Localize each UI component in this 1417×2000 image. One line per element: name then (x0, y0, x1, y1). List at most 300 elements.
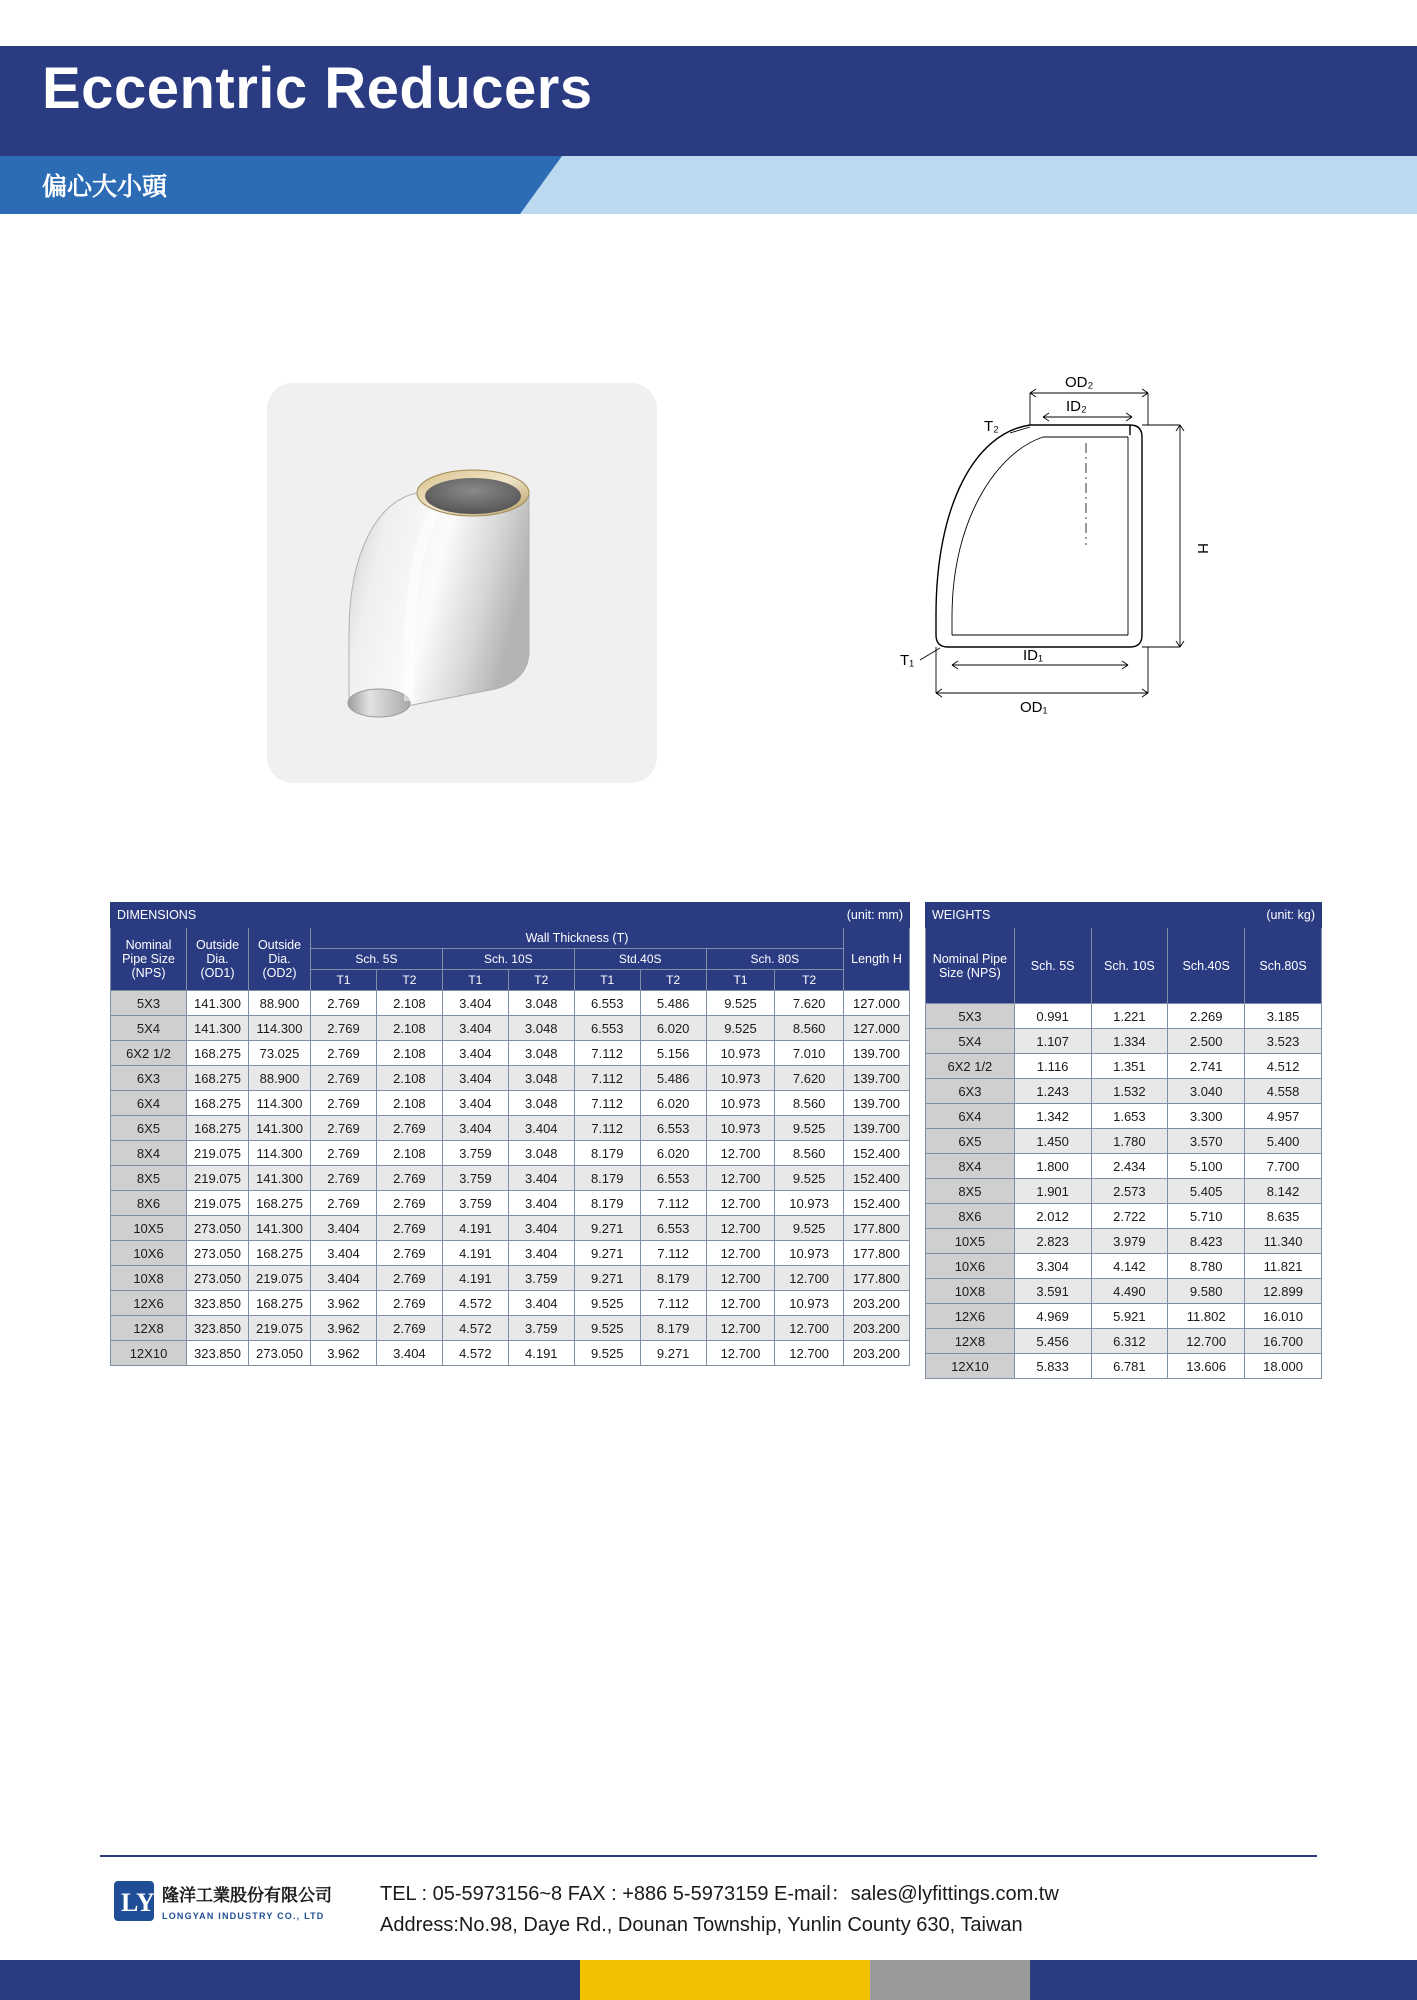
weights-cell-s10: 1.653 (1091, 1104, 1168, 1129)
table-cell-s5t2: 2.769 (376, 1291, 442, 1316)
weights-cell-s5: 1.450 (1014, 1129, 1091, 1154)
table-cell-s5t2: 3.404 (376, 1341, 442, 1366)
weights-cell-s10: 2.722 (1091, 1204, 1168, 1229)
table-cell-s40t2: 7.112 (640, 1291, 706, 1316)
weights-cell-s10: 2.434 (1091, 1154, 1168, 1179)
weights-cell-s10: 2.573 (1091, 1179, 1168, 1204)
weights-cell-s10: 6.312 (1091, 1329, 1168, 1354)
table-cell-s5t1: 3.962 (311, 1316, 377, 1341)
table-cell-nps: 6X2 1/2 (111, 1041, 187, 1066)
footer-divider (100, 1855, 1317, 1857)
weights-cell-s80: 4.957 (1245, 1104, 1322, 1129)
table-cell-s40t1: 8.179 (574, 1166, 640, 1191)
weights-cell-s80: 4.558 (1245, 1079, 1322, 1104)
col-s5-t2: T2 (376, 970, 442, 991)
footer-bar-navy-right (1030, 1960, 1417, 2000)
col-od2: Outside Dia. (OD2) (249, 928, 311, 991)
table-cell-s40t2: 9.271 (640, 1341, 706, 1366)
table-row (111, 1066, 910, 1091)
table-row (926, 1354, 1322, 1379)
weights-cell-nps: 8X4 (926, 1154, 1015, 1179)
table-cell-s80t2: 12.700 (775, 1266, 844, 1291)
dimensions-unit: (unit: mm) (508, 903, 909, 928)
dimensions-header-row-1 (111, 928, 910, 949)
table-cell-od1: 273.050 (187, 1241, 249, 1266)
table-cell-s40t2: 7.112 (640, 1191, 706, 1216)
label-t1: T₁ (900, 652, 915, 669)
table-cell-s40t1: 7.112 (574, 1041, 640, 1066)
table-cell-od2: 273.050 (249, 1341, 311, 1366)
table-cell-s40t2: 7.112 (640, 1241, 706, 1266)
table-cell-s80t2: 9.525 (775, 1216, 844, 1241)
table-cell-od2: 219.075 (249, 1316, 311, 1341)
weights-cell-s80: 16.010 (1245, 1304, 1322, 1329)
table-cell-od2: 114.300 (249, 1141, 311, 1166)
table-cell-s10t2: 3.404 (508, 1191, 574, 1216)
table-cell-od1: 323.850 (187, 1316, 249, 1341)
table-cell-s40t2: 6.553 (640, 1216, 706, 1241)
weights-cell-s40: 2.500 (1168, 1029, 1245, 1054)
weights-cell-s10: 5.921 (1091, 1304, 1168, 1329)
weights-cell-s5: 1.901 (1014, 1179, 1091, 1204)
table-cell-od1: 219.075 (187, 1166, 249, 1191)
weights-table-wrapper (925, 902, 1322, 1379)
table-row (111, 1116, 910, 1141)
table-cell-s5t1: 2.769 (311, 1166, 377, 1191)
weights-header-row (926, 928, 1322, 1004)
weights-cell-s5: 0.991 (1014, 1004, 1091, 1029)
table-cell-nps: 8X4 (111, 1141, 187, 1166)
weights-title-row (926, 903, 1322, 928)
table-row (111, 1016, 910, 1041)
eccentric-reducer-photo (267, 383, 657, 783)
weights-unit: (unit: kg) (1091, 903, 1321, 928)
table-cell-s40t1: 9.271 (574, 1216, 640, 1241)
table-cell-s5t2: 2.769 (376, 1166, 442, 1191)
table-cell-s5t2: 2.108 (376, 1141, 442, 1166)
weights-cell-nps: 12X6 (926, 1304, 1015, 1329)
table-cell-h: 127.000 (844, 991, 910, 1016)
label-t2: T₂ (984, 418, 999, 435)
weights-cell-s10: 4.142 (1091, 1254, 1168, 1279)
table-cell-od2: 73.025 (249, 1041, 311, 1066)
table-cell-s10t1: 3.404 (442, 1066, 508, 1091)
table-cell-s10t1: 3.759 (442, 1141, 508, 1166)
table-cell-s40t1: 7.112 (574, 1066, 640, 1091)
table-cell-s5t1: 2.769 (311, 991, 377, 1016)
col-s80-t1: T1 (706, 970, 775, 991)
table-cell-s80t1: 10.973 (706, 1041, 775, 1066)
table-cell-h: 139.700 (844, 1041, 910, 1066)
table-cell-s10t2: 3.048 (508, 991, 574, 1016)
weights-cell-s10: 1.780 (1091, 1129, 1168, 1154)
table-cell-s5t2: 2.769 (376, 1241, 442, 1266)
table-cell-od2: 114.300 (249, 1091, 311, 1116)
table-cell-s10t2: 3.048 (508, 1066, 574, 1091)
table-cell-s5t1: 2.769 (311, 1016, 377, 1041)
page-footer (100, 1865, 1320, 1955)
table-cell-s5t1: 3.962 (311, 1341, 377, 1366)
table-cell-s80t1: 9.525 (706, 991, 775, 1016)
table-cell-s80t1: 12.700 (706, 1316, 775, 1341)
table-cell-s80t1: 12.700 (706, 1216, 775, 1241)
svg-text:LONGYAN INDUSTRY CO., LTD: LONGYAN INDUSTRY CO., LTD (162, 1911, 325, 1921)
weights-cell-s40: 3.570 (1168, 1129, 1245, 1154)
table-cell-s10t1: 4.572 (442, 1291, 508, 1316)
col-s5-t1: T1 (311, 970, 377, 991)
table-cell-s80t2: 7.010 (775, 1041, 844, 1066)
table-row (926, 1154, 1322, 1179)
table-row (926, 1254, 1322, 1279)
table-cell-s80t2: 9.525 (775, 1116, 844, 1141)
dimensions-table-body (111, 991, 910, 1366)
dimensions-table-wrapper (110, 902, 910, 1366)
table-cell-s80t2: 8.560 (775, 1016, 844, 1041)
table-cell-s80t2: 10.973 (775, 1191, 844, 1216)
table-row (111, 1266, 910, 1291)
weights-cell-nps: 6X3 (926, 1079, 1015, 1104)
table-cell-s5t2: 2.108 (376, 1016, 442, 1041)
table-row (111, 1041, 910, 1066)
table-cell-s80t2: 8.560 (775, 1091, 844, 1116)
col-sch10s: Sch. 10S (442, 949, 574, 970)
table-cell-s5t2: 2.108 (376, 1091, 442, 1116)
weights-cell-s5: 4.969 (1014, 1304, 1091, 1329)
table-row (111, 1241, 910, 1266)
table-cell-nps: 10X5 (111, 1216, 187, 1241)
table-cell-s10t2: 3.404 (508, 1166, 574, 1191)
table-cell-s80t1: 12.700 (706, 1266, 775, 1291)
col-s10-t2: T2 (508, 970, 574, 991)
table-cell-s10t2: 3.404 (508, 1241, 574, 1266)
table-cell-nps: 8X5 (111, 1166, 187, 1191)
table-cell-h: 152.400 (844, 1166, 910, 1191)
weights-cell-s10: 3.979 (1091, 1229, 1168, 1254)
table-cell-s80t1: 10.973 (706, 1116, 775, 1141)
col-std40s: Std.40S (574, 949, 706, 970)
table-cell-s80t2: 8.560 (775, 1141, 844, 1166)
table-cell-s5t2: 2.108 (376, 1041, 442, 1066)
weights-cell-s80: 8.635 (1245, 1204, 1322, 1229)
weights-cell-s40: 8.423 (1168, 1229, 1245, 1254)
col-s80-t2: T2 (775, 970, 844, 991)
eccentric-reducer-diagram (880, 365, 1300, 785)
table-cell-s10t1: 4.191 (442, 1266, 508, 1291)
table-row (926, 1104, 1322, 1129)
table-cell-od2: 114.300 (249, 1016, 311, 1041)
weights-title: WEIGHTS (926, 903, 1092, 928)
table-cell-s10t1: 4.572 (442, 1316, 508, 1341)
table-cell-s10t2: 3.759 (508, 1266, 574, 1291)
table-cell-s5t1: 3.404 (311, 1241, 377, 1266)
page-title: Eccentric Reducers (42, 56, 593, 121)
weights-cell-nps: 5X4 (926, 1029, 1015, 1054)
weights-cell-s5: 1.107 (1014, 1029, 1091, 1054)
weights-cell-nps: 10X6 (926, 1254, 1015, 1279)
weights-cell-nps: 6X5 (926, 1129, 1015, 1154)
label-id1: ID₁ (1023, 647, 1044, 664)
table-cell-od1: 168.275 (187, 1041, 249, 1066)
weights-cell-nps: 10X5 (926, 1229, 1015, 1254)
table-row (926, 1329, 1322, 1354)
table-cell-od1: 168.275 (187, 1116, 249, 1141)
col-sch5s: Sch. 5S (311, 949, 443, 970)
weights-cell-nps: 12X10 (926, 1354, 1015, 1379)
dimensions-title-row (111, 903, 910, 928)
table-cell-s40t2: 6.553 (640, 1166, 706, 1191)
table-cell-h: 177.800 (844, 1266, 910, 1291)
table-cell-nps: 8X6 (111, 1191, 187, 1216)
page-subtitle: 偏心大小頭 (42, 172, 168, 201)
col-s40-t1: T1 (574, 970, 640, 991)
table-row (926, 1079, 1322, 1104)
weights-cell-s80: 16.700 (1245, 1329, 1322, 1354)
weights-cell-s5: 2.823 (1014, 1229, 1091, 1254)
weights-cell-s40: 12.700 (1168, 1329, 1245, 1354)
weights-cell-s40: 5.710 (1168, 1204, 1245, 1229)
table-cell-nps: 6X4 (111, 1091, 187, 1116)
table-cell-nps: 6X3 (111, 1066, 187, 1091)
col-s10-t1: T1 (442, 970, 508, 991)
table-cell-s10t1: 3.759 (442, 1191, 508, 1216)
table-cell-h: 203.200 (844, 1291, 910, 1316)
table-row (111, 1341, 910, 1366)
dimensions-title: DIMENSIONS (111, 903, 509, 928)
footer-line-1: TEL : 05-5973156~8 FAX : +886 5-5973159 E-mail：sales@lyfittings.com.tw (380, 1883, 1059, 1905)
table-cell-od2: 88.900 (249, 991, 311, 1016)
col-s40-t2: T2 (640, 970, 706, 991)
table-cell-nps: 12X10 (111, 1341, 187, 1366)
label-od2: OD₂ (1065, 374, 1094, 391)
table-cell-od2: 141.300 (249, 1216, 311, 1241)
table-cell-s40t1: 9.525 (574, 1316, 640, 1341)
table-cell-s40t1: 9.271 (574, 1266, 640, 1291)
table-cell-s80t1: 12.700 (706, 1141, 775, 1166)
table-cell-od1: 168.275 (187, 1091, 249, 1116)
table-cell-s10t1: 4.191 (442, 1241, 508, 1266)
table-cell-nps: 10X8 (111, 1266, 187, 1291)
product-photo-card (267, 383, 657, 783)
table-row (111, 1316, 910, 1341)
table-cell-s10t1: 3.759 (442, 1166, 508, 1191)
table-cell-s80t1: 10.973 (706, 1066, 775, 1091)
table-cell-s10t1: 3.404 (442, 1041, 508, 1066)
table-cell-s40t2: 8.179 (640, 1316, 706, 1341)
table-cell-od2: 168.275 (249, 1241, 311, 1266)
table-cell-s40t1: 7.112 (574, 1116, 640, 1141)
weights-cell-s40: 11.802 (1168, 1304, 1245, 1329)
weights-cell-s80: 5.400 (1245, 1129, 1322, 1154)
weights-cell-s40: 9.580 (1168, 1279, 1245, 1304)
table-row (926, 1004, 1322, 1029)
table-cell-s10t1: 4.191 (442, 1216, 508, 1241)
weights-cell-s5: 3.304 (1014, 1254, 1091, 1279)
weights-cell-s80: 7.700 (1245, 1154, 1322, 1179)
table-cell-od2: 141.300 (249, 1166, 311, 1191)
weights-cell-s10: 6.781 (1091, 1354, 1168, 1379)
weights-cell-s80: 3.185 (1245, 1004, 1322, 1029)
table-cell-h: 177.800 (844, 1241, 910, 1266)
table-cell-od1: 273.050 (187, 1266, 249, 1291)
wcol-sch80s: Sch.80S (1245, 928, 1322, 1004)
dimensions-table (110, 902, 910, 1366)
table-cell-s40t1: 9.525 (574, 1341, 640, 1366)
table-cell-s10t2: 3.048 (508, 1041, 574, 1066)
weights-cell-s40: 5.405 (1168, 1179, 1245, 1204)
table-cell-od2: 168.275 (249, 1291, 311, 1316)
wcol-sch40s: Sch.40S (1168, 928, 1245, 1004)
table-cell-s5t1: 2.769 (311, 1041, 377, 1066)
table-cell-h: 127.000 (844, 1016, 910, 1041)
table-cell-od1: 219.075 (187, 1141, 249, 1166)
table-cell-s5t1: 2.769 (311, 1191, 377, 1216)
table-cell-s80t1: 12.700 (706, 1166, 775, 1191)
table-cell-s80t1: 12.700 (706, 1191, 775, 1216)
weights-cell-nps: 8X6 (926, 1204, 1015, 1229)
col-nps: Nominal Pipe Size (NPS) (111, 928, 187, 991)
table-cell-s5t2: 2.108 (376, 1066, 442, 1091)
table-cell-nps: 12X8 (111, 1316, 187, 1341)
weights-cell-nps: 6X2 1/2 (926, 1054, 1015, 1079)
table-row (926, 1129, 1322, 1154)
weights-cell-s5: 5.833 (1014, 1354, 1091, 1379)
table-cell-h: 203.200 (844, 1341, 910, 1366)
weights-cell-s10: 1.334 (1091, 1029, 1168, 1054)
table-cell-od1: 141.300 (187, 1016, 249, 1041)
table-cell-s5t1: 2.769 (311, 1091, 377, 1116)
table-cell-od2: 219.075 (249, 1266, 311, 1291)
table-cell-h: 177.800 (844, 1216, 910, 1241)
table-cell-s10t1: 3.404 (442, 991, 508, 1016)
table-cell-h: 152.400 (844, 1191, 910, 1216)
table-cell-s80t2: 7.620 (775, 1066, 844, 1091)
table-cell-s5t1: 2.769 (311, 1116, 377, 1141)
table-cell-s5t2: 2.769 (376, 1116, 442, 1141)
table-cell-s5t1: 3.404 (311, 1266, 377, 1291)
weights-cell-s40: 3.300 (1168, 1104, 1245, 1129)
table-cell-s5t1: 3.962 (311, 1291, 377, 1316)
table-cell-s80t2: 9.525 (775, 1166, 844, 1191)
table-cell-s10t2: 3.048 (508, 1141, 574, 1166)
table-row (926, 1179, 1322, 1204)
technical-drawing (880, 365, 1300, 785)
table-row (111, 1091, 910, 1116)
header-subtitle-arrow (520, 156, 562, 214)
weights-table-body (926, 1004, 1322, 1379)
table-row (926, 1054, 1322, 1079)
table-cell-s10t2: 3.404 (508, 1291, 574, 1316)
footer-bar-grey (870, 1960, 1030, 2000)
weights-cell-s10: 4.490 (1091, 1279, 1168, 1304)
footer-line-2: Address:No.98, Daye Rd., Dounan Township, Yunlin County 630, Taiwan (380, 1914, 1023, 1936)
footer-color-bar (0, 1960, 1417, 2000)
table-cell-s5t1: 2.769 (311, 1141, 377, 1166)
weights-cell-nps: 8X5 (926, 1179, 1015, 1204)
col-length-h: Length H (844, 928, 910, 991)
table-cell-s40t2: 8.179 (640, 1266, 706, 1291)
table-cell-s40t2: 5.486 (640, 991, 706, 1016)
weights-cell-s10: 1.532 (1091, 1079, 1168, 1104)
table-cell-s40t2: 5.486 (640, 1066, 706, 1091)
table-cell-s40t2: 6.020 (640, 1016, 706, 1041)
table-cell-s80t1: 12.700 (706, 1291, 775, 1316)
table-cell-s5t2: 2.108 (376, 991, 442, 1016)
table-cell-s80t2: 12.700 (775, 1316, 844, 1341)
weights-cell-s80: 3.523 (1245, 1029, 1322, 1054)
weights-cell-s80: 11.821 (1245, 1254, 1322, 1279)
table-row (926, 1304, 1322, 1329)
table-cell-s80t2: 7.620 (775, 991, 844, 1016)
weights-cell-s80: 18.000 (1245, 1354, 1322, 1379)
table-cell-s40t1: 6.553 (574, 1016, 640, 1041)
table-cell-s10t2: 3.759 (508, 1316, 574, 1341)
table-cell-nps: 6X5 (111, 1116, 187, 1141)
table-cell-od1: 168.275 (187, 1066, 249, 1091)
table-cell-s10t2: 3.048 (508, 1016, 574, 1041)
table-cell-s10t1: 3.404 (442, 1016, 508, 1041)
weights-cell-s40: 5.100 (1168, 1154, 1245, 1179)
table-cell-s10t2: 4.191 (508, 1341, 574, 1366)
weights-cell-s40: 13.606 (1168, 1354, 1245, 1379)
table-cell-s10t2: 3.404 (508, 1216, 574, 1241)
footer-bar-navy-left (0, 1960, 580, 2000)
weights-cell-nps: 5X3 (926, 1004, 1015, 1029)
weights-cell-s5: 1.342 (1014, 1104, 1091, 1129)
company-logo (112, 1875, 367, 1927)
col-wall-thickness: Wall Thickness (T) (311, 928, 844, 949)
weights-cell-s80: 11.340 (1245, 1229, 1322, 1254)
table-cell-s5t1: 2.769 (311, 1066, 377, 1091)
table-cell-s40t2: 6.020 (640, 1091, 706, 1116)
table-cell-s10t1: 4.572 (442, 1341, 508, 1366)
table-cell-s40t1: 9.525 (574, 1291, 640, 1316)
table-cell-h: 139.700 (844, 1066, 910, 1091)
weights-cell-s10: 1.221 (1091, 1004, 1168, 1029)
table-cell-s40t1: 6.553 (574, 991, 640, 1016)
weights-cell-s40: 8.780 (1168, 1254, 1245, 1279)
label-h: H (1194, 543, 1211, 554)
table-cell-s40t1: 7.112 (574, 1091, 640, 1116)
table-cell-od1: 219.075 (187, 1191, 249, 1216)
weights-cell-s5: 5.456 (1014, 1329, 1091, 1354)
table-cell-s5t2: 2.769 (376, 1316, 442, 1341)
table-row (111, 1291, 910, 1316)
weights-cell-s80: 8.142 (1245, 1179, 1322, 1204)
table-cell-h: 203.200 (844, 1316, 910, 1341)
table-cell-h: 139.700 (844, 1091, 910, 1116)
table-cell-h: 139.700 (844, 1116, 910, 1141)
svg-text:隆洋工業股份有限公司: 隆洋工業股份有限公司 (162, 1886, 332, 1906)
table-row (111, 1166, 910, 1191)
weights-cell-s5: 1.116 (1014, 1054, 1091, 1079)
table-cell-s80t2: 12.700 (775, 1341, 844, 1366)
table-row (926, 1229, 1322, 1254)
table-cell-nps: 5X3 (111, 991, 187, 1016)
weights-cell-s5: 2.012 (1014, 1204, 1091, 1229)
weights-cell-s40: 3.040 (1168, 1079, 1245, 1104)
table-cell-s40t2: 6.020 (640, 1141, 706, 1166)
weights-cell-s5: 3.591 (1014, 1279, 1091, 1304)
table-row (111, 1141, 910, 1166)
col-od1: Outside Dia. (OD1) (187, 928, 249, 991)
weights-cell-nps: 6X4 (926, 1104, 1015, 1129)
table-cell-s5t2: 2.769 (376, 1216, 442, 1241)
table-cell-nps: 10X6 (111, 1241, 187, 1266)
page-header (0, 0, 1417, 240)
svg-text:LY: LY (121, 1888, 155, 1917)
table-cell-s10t1: 3.404 (442, 1091, 508, 1116)
weights-cell-s40: 2.269 (1168, 1004, 1245, 1029)
